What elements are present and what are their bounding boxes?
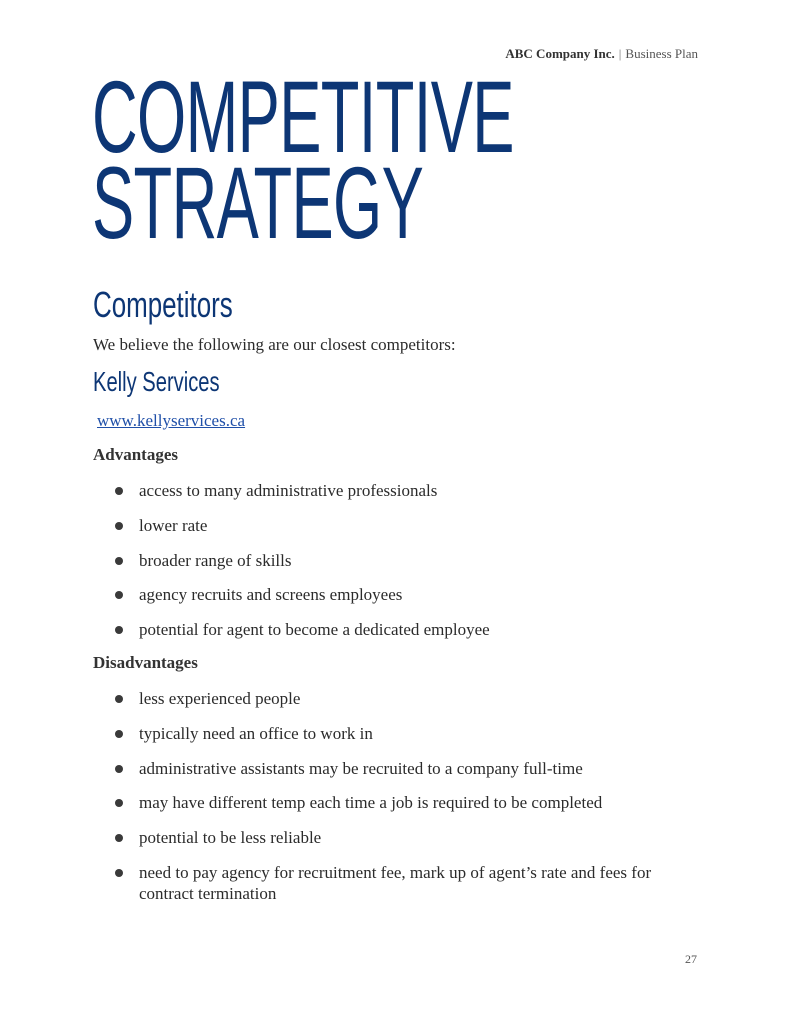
list-item: potential for agent to become a dedicated employee bbox=[115, 619, 685, 640]
bullet-icon bbox=[115, 591, 123, 599]
list-item: potential to be less reliable bbox=[115, 827, 685, 848]
header-document: Business Plan bbox=[625, 46, 698, 61]
bullet-icon bbox=[115, 765, 123, 773]
bullet-icon bbox=[115, 557, 123, 565]
list-item: less experienced people bbox=[115, 688, 685, 709]
list-item: agency recruits and screens employees bbox=[115, 584, 685, 605]
page-number: 27 bbox=[685, 952, 697, 966]
list-item: may have different temp each time a job is required to be completed bbox=[115, 792, 685, 813]
disadvantages-list bbox=[115, 688, 685, 918]
section-heading-competitors: Competitors bbox=[93, 284, 233, 325]
list-item: typically need an office to work in bbox=[115, 723, 685, 744]
bullet-icon bbox=[115, 626, 123, 634]
list-item: lower rate bbox=[115, 515, 685, 536]
bullet-icon bbox=[115, 487, 123, 495]
page-title-line-2: STRATEGY bbox=[92, 146, 424, 260]
page-title-line-1: COMPETITIVE bbox=[92, 60, 514, 174]
list-item: administrative assistants may be recruited to a company full-time bbox=[115, 758, 685, 779]
intro-paragraph: We believe the following are our closest competitors: bbox=[93, 335, 456, 354]
bullet-icon bbox=[115, 730, 123, 738]
competitor-name: Kelly Services bbox=[93, 366, 220, 397]
bullet-icon bbox=[115, 522, 123, 530]
list-item: access to many administrative professionals bbox=[115, 480, 685, 501]
bullet-icon bbox=[115, 799, 123, 807]
header-separator: | bbox=[618, 46, 622, 61]
list-item: need to pay agency for recruitment fee, mark up of agent’s rate and fees for contract termination bbox=[115, 862, 685, 904]
running-header bbox=[505, 46, 698, 62]
bullet-icon bbox=[115, 869, 123, 877]
competitor-website-link[interactable]: www.kellyservices.ca bbox=[97, 411, 246, 430]
list-item: broader range of skills bbox=[115, 550, 685, 571]
page-title bbox=[92, 60, 514, 260]
disadvantages-label: Disadvantages bbox=[93, 653, 198, 672]
advantages-label: Advantages bbox=[93, 445, 179, 464]
bullet-icon bbox=[115, 695, 123, 703]
bullet-icon bbox=[115, 834, 123, 842]
advantages-list bbox=[115, 480, 685, 654]
header-company: ABC Company Inc. bbox=[505, 46, 615, 61]
